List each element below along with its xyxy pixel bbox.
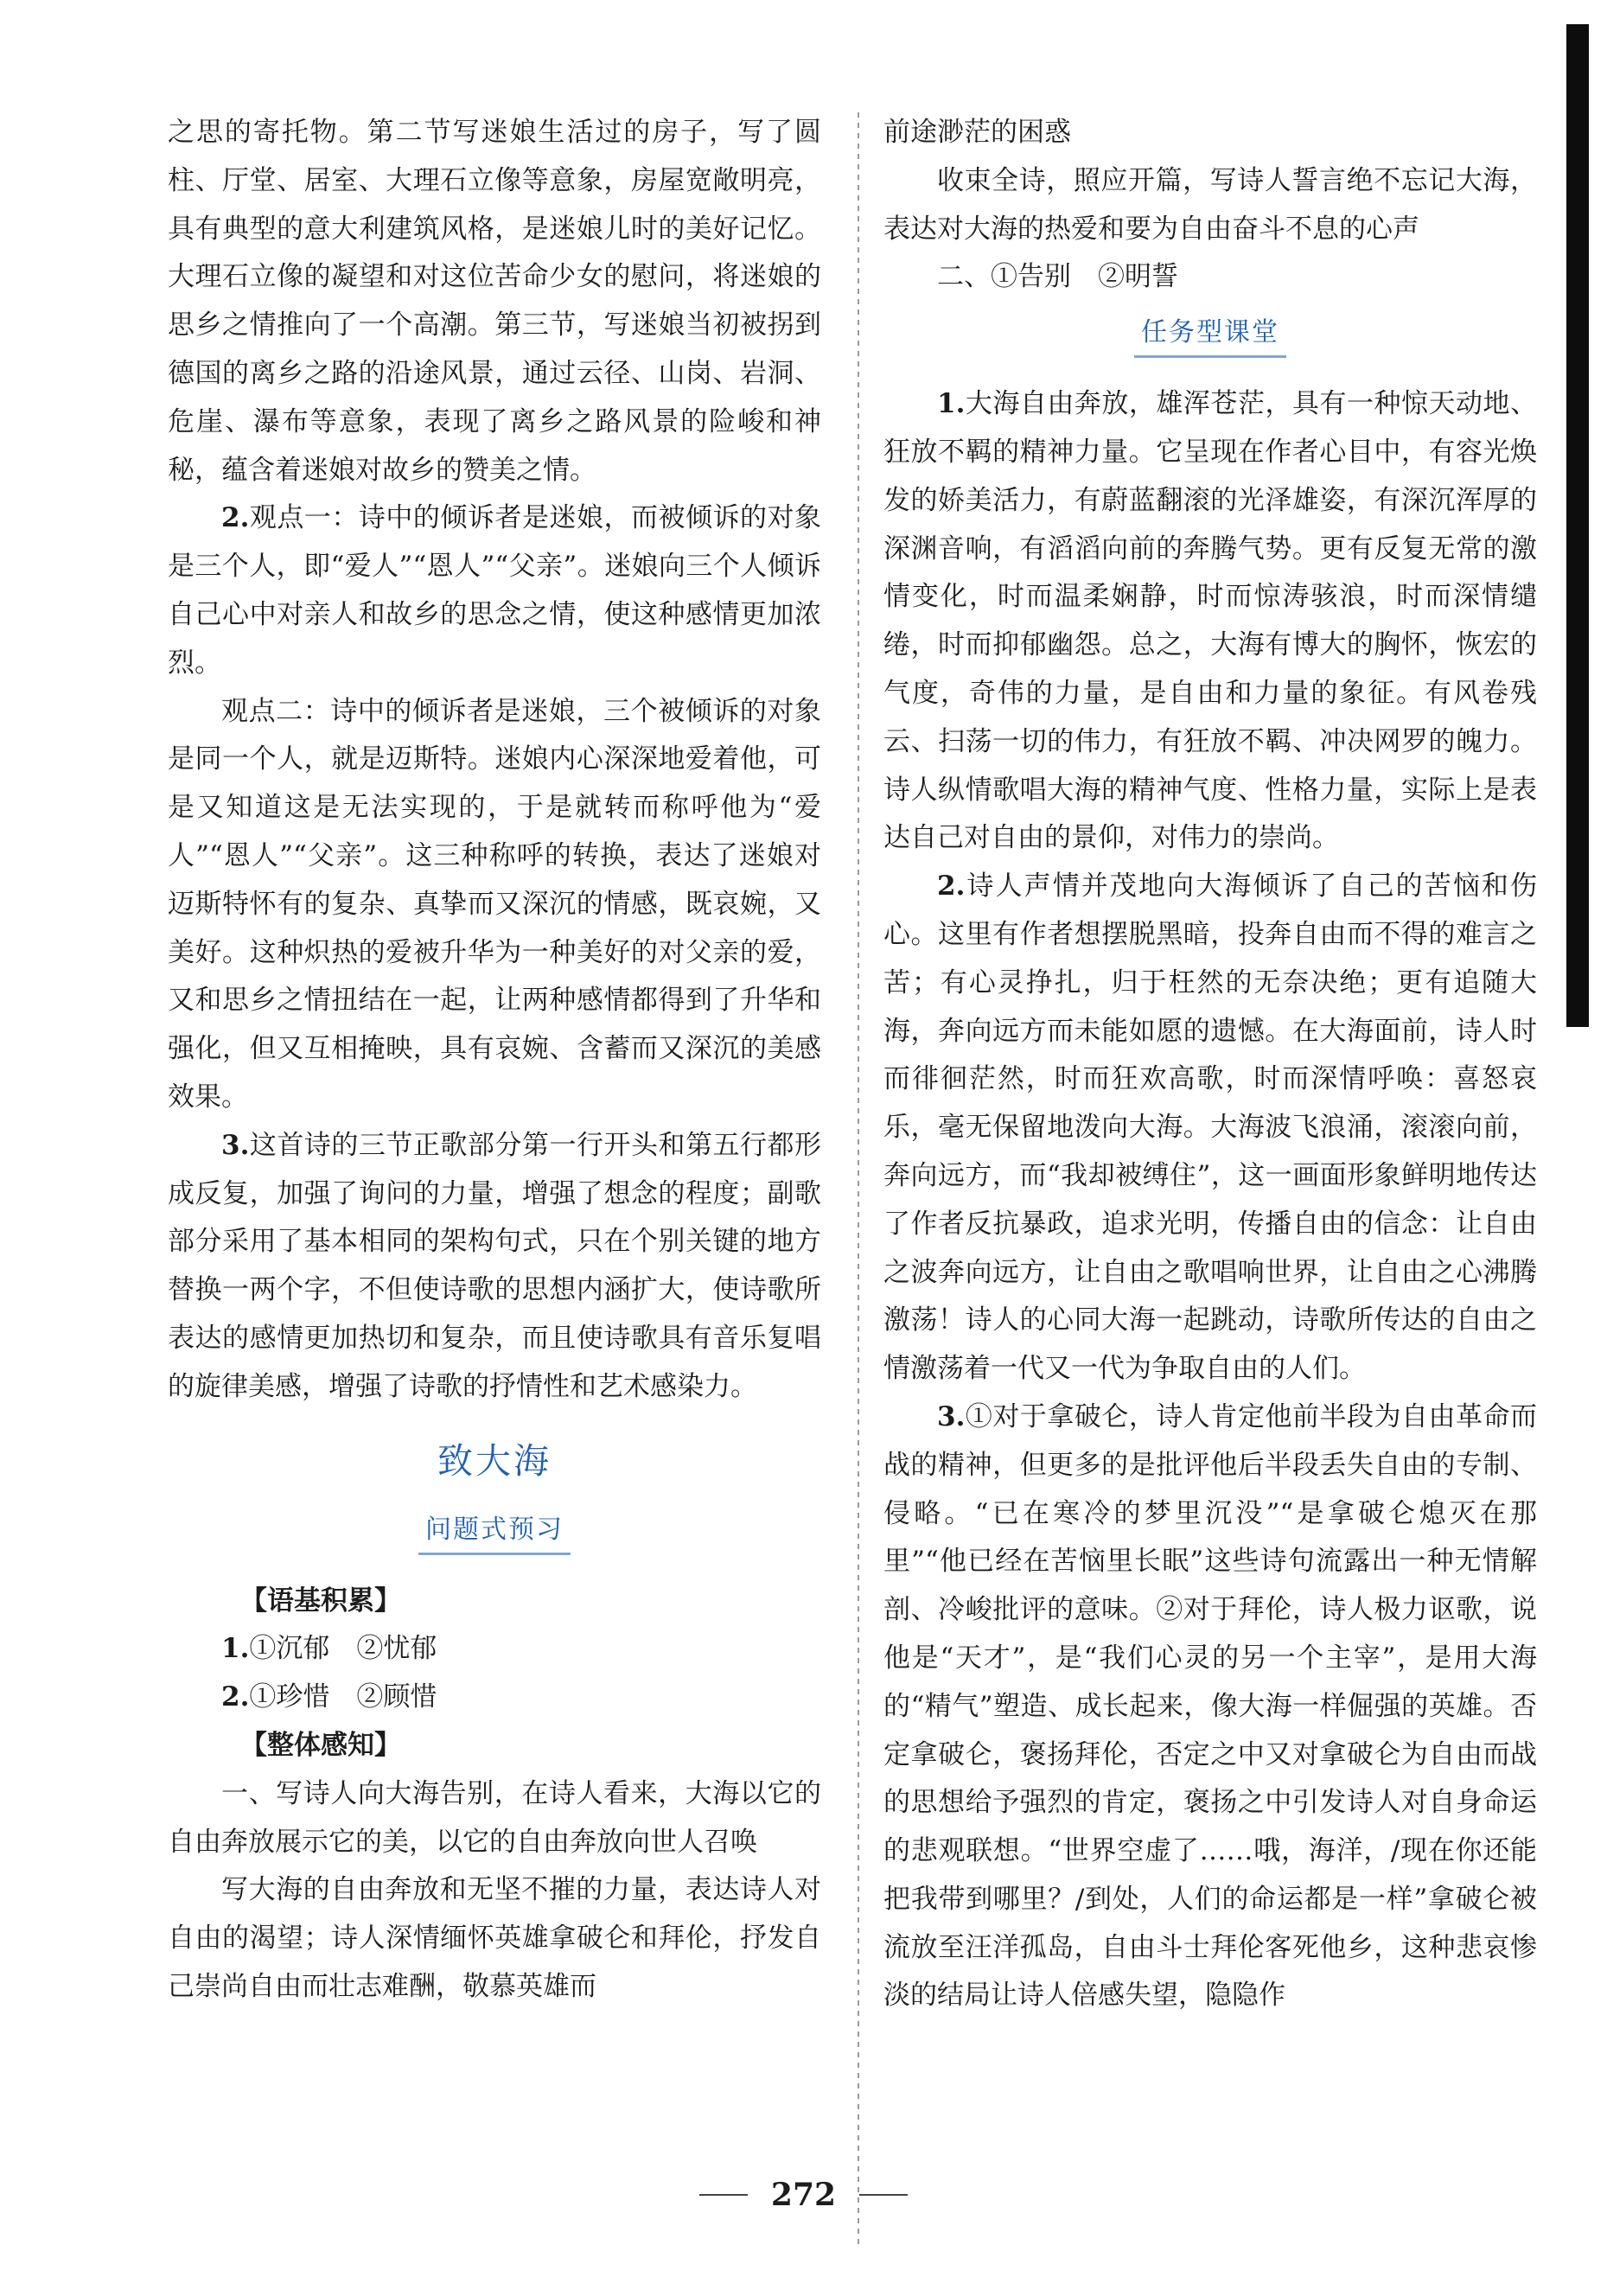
basics-item-1 — [168, 1625, 821, 1674]
answer-number: 1. — [937, 388, 966, 420]
answer-text: ①对于拿破仑，诗人肯定他前半段为自由革命而战的精神，但更多的是批评他后半段丢失自由的专制、侵略。“已在寒冷的梦里沉没”“是拿破仑熄灭在那里”“他已经在苦恼里长眠”这些诗句流露出一种无情解剖、冷峻批评的意味。②对于拜伦，诗人极力讴歌，说他是“天才”，是“我们心灵的另一个主宰”，是用大海的“精气”塑造、成长起来，像大海一样倔强的英雄。否定拿破仑，褒扬拜伦，否定之中又对拿破仑为自由而战的思想给予强烈的肯定，褒扬之中引发诗人对自身命运的悲观联想。“世界空虚了……哦，海洋，/现在你还能把我带到哪里？/到处，人们的命运都是一样”拿破仑被流放至汪洋孤岛，自由斗士拜伦客死他乡，这种悲哀惨淡的结局让诗人倍感失望，隐隐作 — [883, 1400, 1537, 2012]
answer-text: 大海自由奔放，雄浑苍茫，具有一种惊天动地、狂放不羁的精神力量。它呈现在作者心目中，有容光焕发的娇美活力，有蔚蓝翻滚的光泽雄姿，有深沉浑厚的深渊音响，有滔滔向前的奔腾气势。更有反复无常的激情变化，时而温柔娴静，时而惊涛骇浪，时而深情缱绻，时而抑郁幽怨。总之，大海有博大的胸怀，恢宏的气度，奇伟的力量，是自由和力量的象征。有风卷残云、扫荡一切的伟力，有狂放不羁、冲决网罗的魄力。诗人纵情歌唱大海的精神气度、性格力量，实际上是表达自己对自由的景仰，对伟力的崇尚。 — [883, 388, 1537, 854]
answer-number: 2. — [937, 871, 966, 902]
tag-overall: 【整体感知】 — [240, 1729, 401, 1761]
item-text: ①珍惜 ②顾惜 — [249, 1681, 437, 1713]
answer-text: 这首诗的三节正歌部分第一行开头和第五行都形成反复，加强了询问的力量，增强了想念的程度；副歌部分采用了基本相同的架构句式，只在个别关键的地方替换一两个字，不但使诗歌的思想内涵扩大，使诗歌所表达的感情更加热切和复杂，而且使诗歌具有音乐复唱的旋律美感，增强了诗歌的抒情性和艺术感染力。 — [168, 1129, 821, 1402]
column-divider — [858, 112, 859, 2248]
section-heading-text: 问题式预习 — [418, 1508, 571, 1555]
lesson-title: 致大海 — [437, 1439, 552, 1482]
answer-2-view-1 — [168, 494, 821, 687]
section-heading-text: 任务型课堂 — [1134, 310, 1286, 358]
answer-text: 观点一：诗中的倾诉者是迷娘，而被倾诉的对象是三个人，即“爱人”“恩人”“父亲”。迷娘向三个人倾诉自己心中对亲人和故乡的思念之情，使这种感情更加浓烈。 — [168, 502, 821, 679]
page-number: 272 — [770, 2177, 837, 2213]
page-edge-bar — [1566, 24, 1589, 1027]
page-footer — [0, 2177, 1607, 2213]
answer-2-view-2: 观点二：诗中的倾诉者是迷娘，三个被倾诉的对象是同一个人，就是迈斯特。迷娘内心深深地爱着他，可是又知道这是无法实现的，于是就转而称呼他为“爱人”“恩人”“父亲”。这三种称呼的转换，表达了迷娘对迈斯特怀有的复杂、真挚而又深沉的情感，既哀婉，又美好。这种炽热的爱被升华为一种美好的对父亲的爱，又和思乡之情扭结在一起，让两种感情都得到了升华和强化，但又互相掩映，具有哀婉、含蓄而又深沉的美感效果。 — [168, 695, 821, 1113]
perception-1: 一、写诗人向大海告别，在诗人看来，大海以它的自由奔放展示它的美，以它的自由奔放向世人召唤 — [168, 1777, 821, 1858]
paragraph-continued: 前途渺茫的困惑 — [883, 117, 1071, 148]
task-answer-1 — [883, 380, 1537, 863]
task-answer-2 — [883, 863, 1537, 1394]
left-column — [168, 109, 821, 2012]
answer-3 — [168, 1122, 821, 1412]
answer-number: 3. — [937, 1400, 966, 1432]
perception-2: 写大海的自由奔放和无坚不摧的力量，表达诗人对自由的渴望；诗人深情缅怀英雄拿破仑和拜伦，抒发自己崇尚自由而壮志难酬，敬慕英雄而 — [168, 1874, 821, 2002]
item-text: ①沉郁 ②忧郁 — [249, 1633, 437, 1665]
perception-3: 收束全诗，照应开篇，写诗人誓言绝不忘记大海，表达对大海的热爱和要为自由奋斗不息的心声 — [883, 164, 1537, 245]
perception-answers: 二、①告别 ②明誓 — [937, 261, 1178, 293]
answer-text: 诗人声情并茂地向大海倾诉了自己的苦恼和伤心。这里有作者想摆脱黑暗，投奔自由而不得的难言之苦；有心灵挣扎，归于枉然的无奈决绝；更有追随大海，奔向远方而未能如愿的遗憾。在大海面前，诗人时而徘徊茫然，时而狂欢高歌，时而深情呼唤：喜怒哀乐，毫无保留地泼向大海。大海波飞浪涌，滚滚向前，奔向远方，而“我却被缚住”，这一画面形象鲜明地传达了作者反抗暴政，追求光明，传播自由的信念：让自由之波奔向远方，让自由之歌唱响世界，让自由之心沸腾激荡！诗人的心同大海一起跳动，诗歌所传达的自由之情激荡着一代又一代为争取自由的人们。 — [883, 871, 1537, 1385]
section-heading-task — [883, 310, 1537, 358]
basics-item-2 — [168, 1674, 821, 1722]
tag-basics: 【语基积累】 — [240, 1585, 401, 1617]
right-column — [883, 109, 1537, 2020]
item-number: 2. — [221, 1681, 250, 1713]
section-heading-preview — [168, 1508, 821, 1555]
answer-number: 3. — [221, 1129, 250, 1161]
answer-number: 2. — [221, 502, 250, 534]
item-number: 1. — [221, 1633, 250, 1665]
footer-dash-right — [859, 2194, 908, 2196]
paragraph-continued: 之思的寄托物。第二节写迷娘生活过的房子，写了圆柱、厅堂、居室、大理石立像等意象，房屋宽敞明亮，具有典型的意大利建筑风格，是迷娘儿时的美好记忆。大理石立像的凝望和对这位苦命少女的慰问，将迷娘的思乡之情推向了一个高潮。第三节，写迷娘当初被拐到德国的离乡之路的沿途风景，通过云径、山岗、岩洞、危崖、瀑布等意象，表现了离乡之路风景的险峻和神秘，蕴含着迷娘对故乡的赞美之情。 — [168, 117, 821, 486]
task-answer-3 — [883, 1394, 1537, 2020]
footer-dash-left — [699, 2194, 748, 2196]
